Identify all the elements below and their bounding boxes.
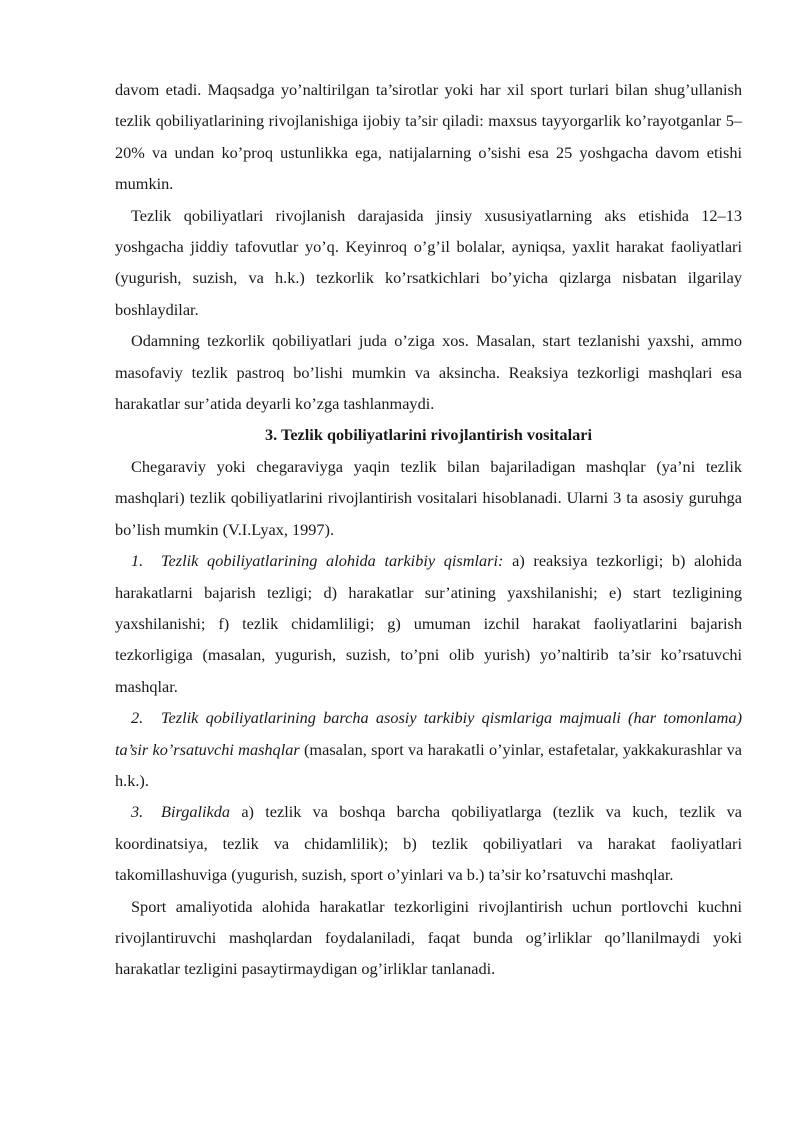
paragraph-means-intro: Chegaraviy yoki chegaraviyga yaqin tezlik bilan bajariladigan mashqlar (ya’ni tezlik mashqlari) tezlik qobiliyatlarini rivojlantirish vositalari hisoblanadi. Ularni 3 ta asosiy guruhga bo’lish mumkin (V.I.Lyax, 1997). <box>115 456 742 539</box>
list-number-1: 1. <box>131 551 144 571</box>
list-number-3: 3. <box>131 802 144 822</box>
list-item-1-text: a) reaksiya tezkorligi; b) alohida harakatlarni bajarish tezligi; d) harakatlar sur’atining yaxshilanishi; e) start tezligining yaxshilanishi; f) tezlik chidamliligi; g) umuman izchil harakat faoliyatlarini bajarish tezkorligiga (masalan, yugurish, suzish, to’pni olib yurish) yo’naltirib ta’sir ko’rsatuvchi mashqlar. <box>115 551 743 696</box>
list-item-3-italic: Birgalikda <box>161 802 231 822</box>
paragraph-continuation: davom etadi. Maqsadga yo’naltirilgan ta’sirotlar yoki har xil sport turlari bilan shug’ullanish tezlik qobiliyatlarining rivojlanishiga ijobiy ta’sir qiladi: maxsus tayyorgarlik ko’rayotganlar 5–20% va undan ko’proq ustunlikka ega, natijalarning o’sishi esa 25 yoshgacha davom etishi mumkin. <box>115 80 742 194</box>
paragraph-sport-practice: Sport amaliyotida alohida harakatlar tezkorligini rivojlantirish uchun portlovchi kuchni rivojlantiruvchi mashqlardan foydalaniladi, faqat bunda og’irliklar qo’llanilmaydi yoki harakatlar tezligini pasaytirmaydigan og’irliklar tanlanadi. <box>115 896 742 979</box>
list-item-1 <box>115 545 742 702</box>
paragraph-speed-specificity: Odamning tezkorlik qobiliyatlari juda o’ziga xos. Masalan, start tezlanishi yaxshi, ammo masofaviy tezlik pastroq bo’lishi mumkin va aksincha. Reaksiya tezkorligi mashqlari esa harakatlar sur’atida deyarli ko’zga tashlanmaydi. <box>115 331 742 414</box>
page-content <box>115 74 742 985</box>
list-item-3-text: a) tezlik va boshqa barcha qobiliyatlarga (tezlik va kuch, tezlik va koordinatsiya, tezlik va chidamlilik); b) tezlik qobiliyatlari va harakat faoliyatlari takomillashuviga (yugurish, suzish, sport o’yinlari va b.) ta’sir ko’rsatuvchi mashqlar. <box>115 802 742 885</box>
list-item-2-text: (masalan, sport va harakatli o’yinlar, estafetalar, yakkakurashlar va h.k.). <box>115 739 742 790</box>
list-number-2: 2. <box>131 708 144 728</box>
section-heading: 3. Tezlik qobiliyatlarini rivojlantirish vositalari <box>264 425 592 445</box>
list-item-2-italic: Tezlik qobiliyatlarining barcha asosiy tarkibiy qismlariga majmuali (har tomonlama) ta’sir ko’rsatuvchi mashqlar <box>115 708 742 759</box>
list-item-1-italic: Tezlik qobiliyatlarining alohida tarkibiy qismlari: <box>161 551 504 571</box>
list-item-2 <box>115 702 742 796</box>
list-item-3 <box>115 796 742 890</box>
paragraph-gender-differences: Tezlik qobiliyatlari rivojlanish darajasida jinsiy xususiyatlarning aks etishida 12–13 yoshgacha jiddiy tafovutlar yo’q. Keyinroq o’g’il bolalar, ayniqsa, yaxlit harakat faoliyatlari (yugurish, suzish, va h.k.) tezkorlik ko’rsatkichlari bo’yicha qizlarga nisbatan ilgarilay boshlaydilar. <box>115 205 742 319</box>
